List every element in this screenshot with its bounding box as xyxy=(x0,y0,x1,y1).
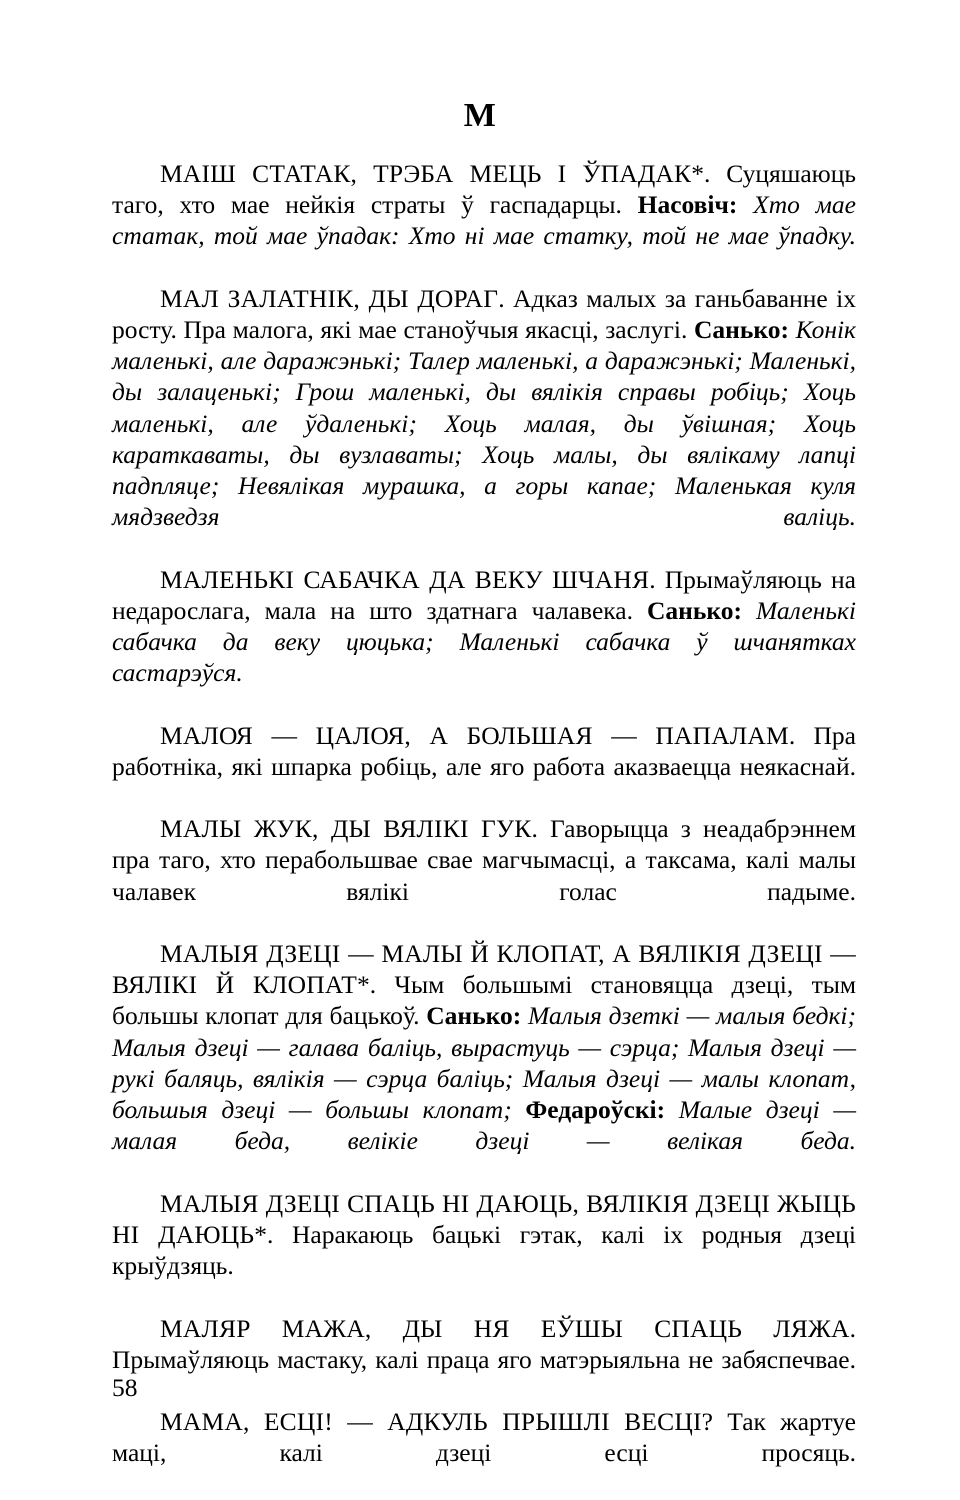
dictionary-entry xyxy=(112,1188,856,1313)
entry-gloss: . Гаворыцца з неадабрэннем пра таго, хто перабольшвае свае магчымасці, а таксама, калі малы чалавек вялікі голас падыме. xyxy=(112,814,856,906)
entry-gloss: . Пра работніка, які шпарка робіць, але яго работа аказваецца неякаснай. xyxy=(112,720,857,781)
entry-gloss: . Чым большымі становяцца дзеці, тым большы клопат для бацькоў. xyxy=(112,970,856,1031)
entry-footnote-marker: * xyxy=(356,970,370,1000)
entry-footnote-marker: * xyxy=(254,1219,267,1249)
dictionary-entry xyxy=(112,1406,856,1500)
entry-headword: МАЛ ЗАЛАТНІК, ДЫ ДОРАГ xyxy=(160,283,499,313)
entry-headword: МАЛОЯ — ЦАЛОЯ, А БОЛЬШАЯ — ПАПАЛАМ xyxy=(160,720,789,750)
page-number: 58 xyxy=(112,1373,138,1402)
entry-gloss: Так жартуе маці, калі дзеці есці просяць. xyxy=(112,1407,856,1468)
entry-headword: МАМА, ЕСЦІ! — АДКУЛЬ ПРЫШЛІ ВЕСЦІ? xyxy=(160,1407,714,1437)
entry-footnote-marker: * xyxy=(691,159,705,188)
dictionary-entry xyxy=(112,158,856,283)
entry-quote: Маленькі сабачка да веку цюцька; Маленькі сабачка ў шчанятках састарэўся. xyxy=(112,595,856,688)
entry-quote: Малыя дзеткі — малыя бедкі; Малыя дзеці — галава баліць, вырастуць — сэрца; Малыя дзеці — рукі баляць, вялікія — сэрца баліць; Малыя дзеці — малы клопат, большыя дзеці — большы клопат; xyxy=(112,1001,856,1125)
entry-source-label: Санько: xyxy=(426,1001,522,1031)
entry-gloss: . Прымаўляюць мастаку, калі праца яго матэрыяльна не забяспечвае. xyxy=(112,1313,856,1374)
dictionary-entry xyxy=(112,813,856,938)
dictionary-entry xyxy=(112,938,856,1188)
entry-headword: МАЛЫЯ ДЗЕЦІ — МАЛЫ Й КЛОПАТ, А ВЯЛІКІЯ ДЗЕЦІ — ВЯЛІКІ Й КЛОПАТ xyxy=(112,939,856,1000)
entry-source-label: Санько: xyxy=(694,315,789,345)
entry-headword: МАЛЫЯ ДЗЕЦІ СПАЦЬ НІ ДАЮЦЬ, ВЯЛІКІЯ ДЗЕЦІ ЖЫЦЬ НІ ДАЮЦЬ xyxy=(112,1188,856,1249)
entry-gloss: . Наракаюць бацькі гэтак, калі іх родныя дзеці крыўдзяць. xyxy=(112,1219,856,1281)
entry-gloss: . Суцяшаюць таго, хто мае нейкія страты ў гаспадарцы. xyxy=(112,159,856,220)
dictionary-entry xyxy=(112,720,856,814)
entry-quote: Конік маленькі, але даражэнькі; Талер маленькі, а даражэнькі; Маленькі, ды залаценькі; Грош маленькі, ды вялікія справы робіць; Хоць маленькі, але ўдаленькі; Хоць малая, ды ўвішная; Хоць караткаваты, ды вузлаваты; Хоць малы, ды вялікаму лапці падпляце; Невялікая мурашка, а горы капае; Маленькая куля мядзведзя валіць. xyxy=(112,315,856,532)
entry-quote: Хто мае статак, той мае ўпадак: Хто ні мае статку, той не мае ўпадку. xyxy=(112,190,856,251)
entry-source-label: Насовіч: xyxy=(637,190,738,220)
entry-headword: МАЛЫ ЖУК, ДЫ ВЯЛІКІ ГУК xyxy=(160,814,532,844)
entry-gloss: . Адказ малых за ганьбаванне іх росту. Пра малога, які мае станоўчыя якасці, заслугі. xyxy=(112,283,856,345)
entry-source-label: Санько: xyxy=(647,595,742,625)
entry-headword: МАЛЯР МАЖА, ДЫ НЯ ЕЎШЫ СПАЦЬ ЛЯЖА xyxy=(160,1313,850,1343)
dictionary-entry xyxy=(112,1313,856,1407)
entry-column xyxy=(112,158,856,1500)
entry-headword: МАІШ СТАТАК, ТРЭБА МЕЦЬ І ЎПАДАК xyxy=(160,159,692,188)
dictionary-entry xyxy=(112,283,856,564)
dictionary-entry xyxy=(112,564,856,720)
entry-headword: МАЛЕНЬКІ САБАЧКА ДА ВЕКУ ШЧАНЯ xyxy=(160,564,650,594)
entry-quote-secondary: Малые дзеці — малая беда, велікіе дзеці — велікая беда. xyxy=(112,1095,856,1156)
entry-source-label-secondary: Федароўскі: xyxy=(525,1095,666,1125)
entry-gloss: . Прымаўляюць на недарослага, мала на што здатнага чалавека. xyxy=(112,564,856,625)
letter-section-heading: М xyxy=(463,97,497,134)
